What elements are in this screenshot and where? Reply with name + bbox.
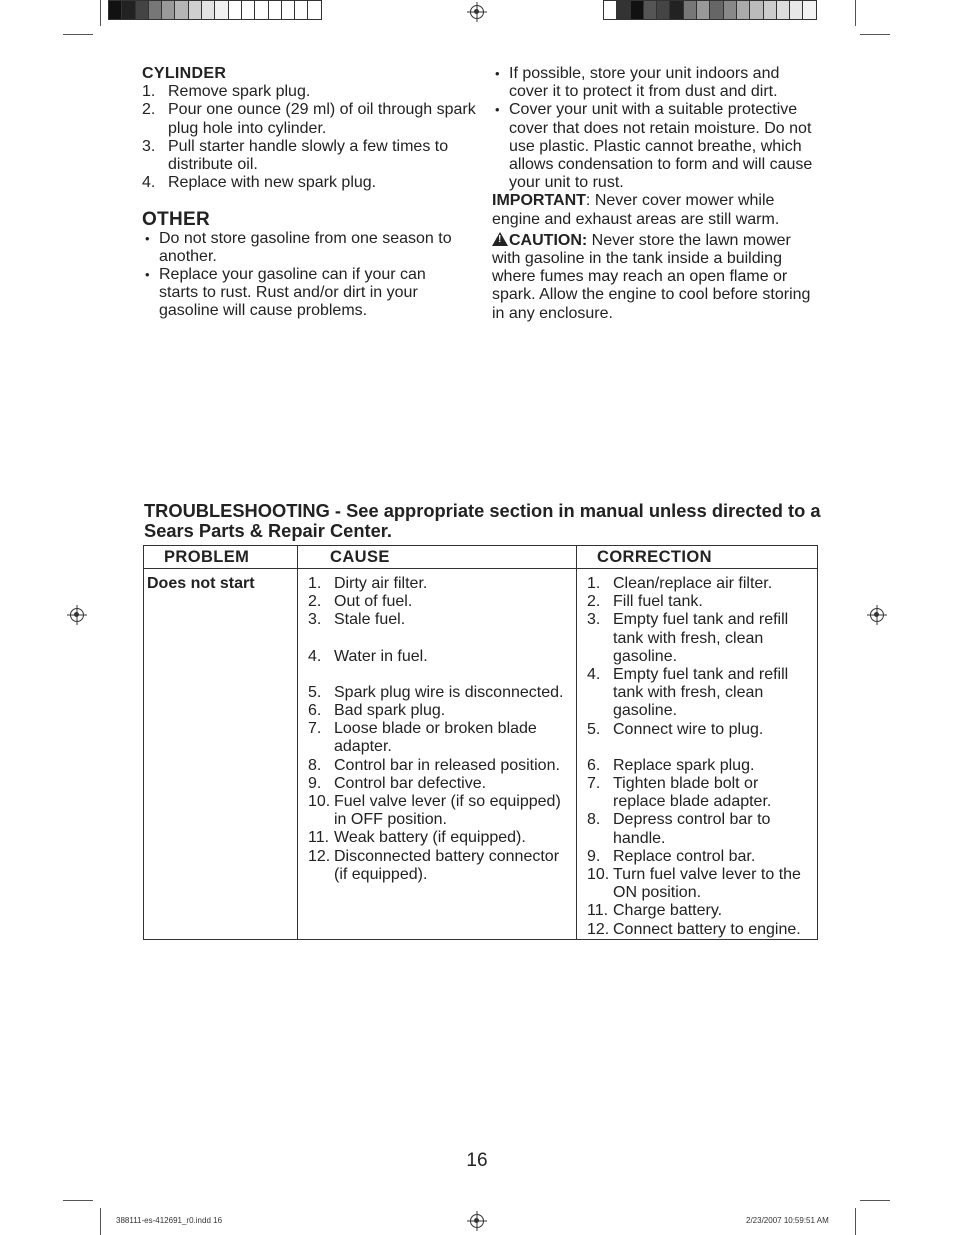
list-item: • If possible, store your unit indoors and cover it to protect it from dust and dirt. (492, 65, 822, 101)
cause-number: 8. (308, 756, 322, 774)
cause-text: Bad spark plug. (334, 702, 446, 720)
other-heading: OTHER (142, 209, 210, 231)
correction-text: Connect wire to plug. (613, 720, 764, 738)
cause-text: Dirty air filter. (334, 575, 428, 592)
color-bar-right (603, 0, 816, 20)
correction-number: 8. (587, 811, 601, 829)
correction-number: 10. (587, 866, 610, 884)
step-text: Remove spark plug. (168, 83, 311, 101)
crop-mark (100, 1208, 101, 1235)
correction-number: 4. (587, 666, 601, 684)
list-item (142, 101, 477, 137)
table-header-row (144, 546, 818, 569)
footer-file-name: 388111-es-412691_r0.indd 16 (116, 1216, 223, 1225)
list-item (142, 174, 477, 192)
cause-number: 2. (308, 593, 322, 611)
list-item (587, 811, 813, 847)
cause-text: Out of fuel. (334, 593, 413, 611)
crop-mark (100, 0, 101, 26)
cause-text: Stale fuel. (334, 611, 406, 629)
list-item (308, 829, 572, 847)
cylinder-heading: CYLINDER (142, 65, 227, 82)
correction-header: CORRECTION (577, 546, 818, 569)
correction-text: Empty fuel tank and refill tank with fresh, clean gasoline. (613, 611, 789, 665)
correction-text: Empty fuel tank and refill tank with fresh, clean gasoline. (613, 666, 789, 720)
cause-number: 1. (308, 575, 322, 592)
correction-text: Connect battery to engine. (613, 920, 801, 938)
cylinder-steps (142, 83, 477, 192)
problem-cell: Does not start (144, 569, 298, 940)
step-number: 2. (142, 101, 156, 119)
correction-number: 7. (587, 775, 601, 793)
list-item (587, 611, 813, 666)
cause-text: Water in fuel. (334, 647, 428, 665)
problem-header: PROBLEM (144, 546, 298, 569)
correction-number: 12. (587, 920, 610, 938)
registration-mark-icon (70, 608, 84, 622)
crop-mark (63, 1200, 93, 1201)
list-item (587, 921, 813, 939)
step-number: 3. (142, 137, 156, 155)
warning-triangle-icon (492, 232, 508, 246)
important-text: : Never cover mower while engine and exhaust areas are still warm. (492, 192, 780, 228)
list-item (587, 575, 813, 593)
list-item (587, 593, 813, 611)
registration-mark-icon (870, 608, 884, 622)
cause-header: CAUSE (298, 546, 577, 569)
troubleshooting-title: TROUBLESHOOTING - See appropriate section in manual unless directed to a Sears Parts & Repair Center. (144, 500, 821, 541)
page-number: 16 (466, 1150, 488, 1171)
cause-number: 6. (308, 702, 322, 720)
caution-text: Never store the lawn mower with gasoline in the tank inside a building where fumes may reach an open flame or spark. Allow the engine to cool before storing in any enclosure. (492, 231, 811, 322)
important-label: IMPORTANT (492, 192, 586, 210)
cause-number: 11. (308, 829, 330, 847)
crop-mark (855, 0, 856, 26)
right-column (492, 65, 822, 323)
correction-text: Depress control bar to handle. (613, 811, 771, 847)
list-item (308, 775, 572, 793)
cause-number: 7. (308, 720, 322, 738)
crop-mark (860, 1200, 890, 1201)
list-item (308, 684, 572, 702)
correction-text: Turn fuel valve lever to the ON position. (613, 866, 801, 902)
other-bullets (142, 230, 462, 321)
crop-mark (63, 34, 93, 35)
list-item (308, 848, 572, 884)
cause-number: 4. (308, 647, 322, 665)
list-item (587, 721, 813, 739)
list-item: • Cover your unit with a suitable protective cover that does not retain moisture. Do not use plastic. Plastic cannot breathe, which allows condensation to form and will cause your unit to rust. (492, 101, 822, 192)
list-item (308, 757, 572, 775)
crop-mark (855, 1208, 856, 1235)
correction-number: 9. (587, 847, 601, 865)
step-number: 4. (142, 174, 156, 192)
correction-text: Tighten blade bolt or replace blade adapter. (613, 775, 772, 811)
registration-mark-icon (470, 5, 484, 19)
list-item (308, 593, 572, 611)
cause-cell (298, 569, 577, 940)
correction-text: Replace control bar. (613, 847, 756, 865)
cause-text: Spark plug wire is disconnected. (334, 683, 564, 701)
correction-number: 2. (587, 593, 601, 611)
list-item (308, 611, 572, 629)
color-bar-left (108, 0, 321, 20)
list-item (587, 902, 813, 920)
list-item (308, 702, 572, 720)
cause-number: 10. (308, 793, 331, 811)
correction-text: Fill fuel tank. (613, 593, 703, 611)
correction-cell (577, 569, 818, 940)
important-note (492, 192, 822, 228)
correction-number: 11. (587, 902, 609, 920)
crop-mark (860, 34, 890, 35)
list-item (308, 648, 572, 666)
list-item (308, 575, 572, 593)
troubleshooting-table (143, 545, 818, 940)
table-row (144, 569, 818, 940)
list-item (142, 83, 477, 101)
step-number: 1. (142, 83, 156, 101)
list-item (587, 848, 813, 866)
correction-number: 3. (587, 611, 601, 629)
correction-text: Replace spark plug. (613, 756, 755, 774)
correction-list (587, 575, 813, 939)
step-text: Pull starter handle slowly a few times to distribute oil. (168, 137, 449, 174)
correction-text: Clean/replace air filter. (613, 575, 773, 592)
caution-label: CAUTION: (509, 231, 588, 249)
cause-number: 5. (308, 683, 322, 701)
cause-number: 9. (308, 774, 322, 792)
list-item (587, 666, 813, 721)
cause-text: Disconnected battery connector (if equipped). (334, 847, 560, 883)
list-item (587, 757, 813, 775)
cause-list (308, 575, 572, 884)
left-column (142, 65, 477, 321)
list-item (308, 793, 572, 829)
footer-timestamp: 2/23/2007 10:59:51 AM (746, 1216, 829, 1225)
list-item: • Do not store gasoline from one season to another. (142, 230, 462, 266)
cause-text: Control bar in released position. (334, 756, 560, 774)
cause-text: Fuel valve lever (if so equipped) in OFF position. (334, 793, 561, 829)
cause-text: Loose blade or broken blade adapter. (334, 720, 537, 756)
step-text: Pour one ounce (29 ml) of oil through spark plug hole into cylinder. (168, 101, 476, 137)
cause-number: 3. (308, 611, 322, 629)
list-item: • Replace your gasoline can if your can starts to rust. Rust and/or dirt in your gasoline will cause problems. (142, 266, 462, 321)
caution-note (492, 232, 822, 323)
correction-number: 1. (587, 575, 601, 592)
list-item (587, 866, 813, 902)
list-item (587, 775, 813, 811)
step-text: Replace with new spark plug. (168, 174, 377, 192)
storage-bullets (492, 65, 822, 192)
correction-number: 5. (587, 720, 601, 738)
cause-text: Control bar defective. (334, 774, 487, 792)
correction-text: Charge battery. (613, 902, 723, 920)
cause-text: Weak battery (if equipped). (334, 829, 526, 847)
list-item (308, 720, 572, 756)
cause-number: 12. (308, 847, 331, 865)
correction-number: 6. (587, 756, 601, 774)
registration-mark-icon (470, 1214, 484, 1228)
list-item (142, 138, 477, 174)
